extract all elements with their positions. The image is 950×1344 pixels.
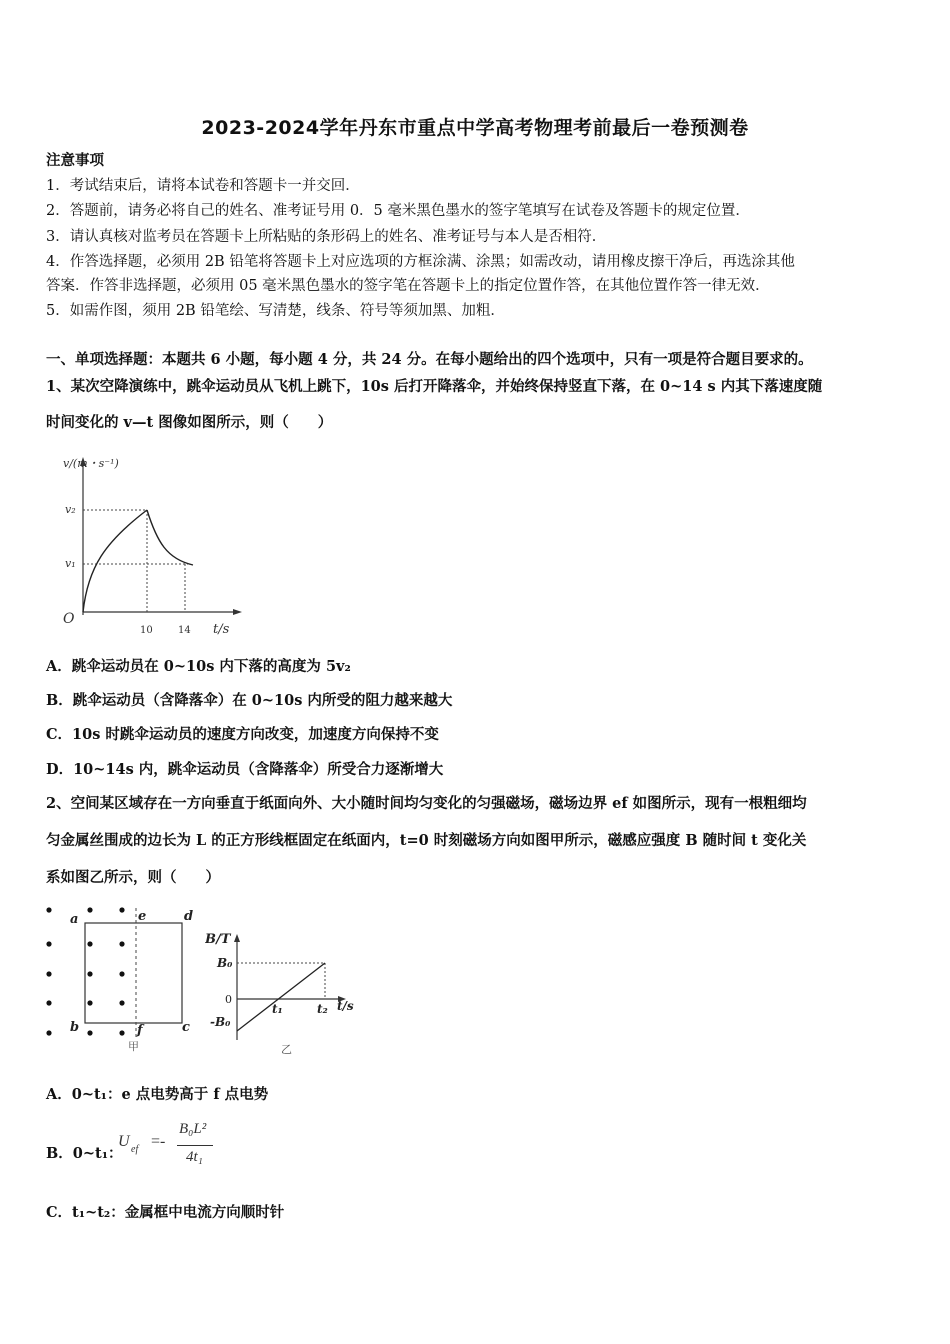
neg-b0-label: -B₀ — [210, 1015, 231, 1029]
label-b: b — [70, 1020, 80, 1035]
formula-sub: ef — [131, 1144, 139, 1155]
y-axis-label: v/(m・s⁻¹) — [63, 457, 119, 470]
caption-jia: 甲 — [128, 1040, 139, 1053]
page-title: 2023-2024学年丹东市重点中学高考物理考前最后一卷预测卷 — [201, 117, 749, 139]
b-axis-label: B/T — [205, 932, 231, 947]
t10-label: 10 — [140, 625, 153, 636]
notice-item: 2．答题前，请务必将自己的姓名、准考证号用 0．5 毫米黑色墨水的签字笔填写在试卷及答题卡的规定位置． — [46, 203, 750, 219]
t14-label: 14 — [178, 625, 191, 636]
label-d: d — [184, 909, 194, 924]
velocity-curve-rise — [83, 510, 147, 612]
label-e: e — [138, 909, 147, 924]
t-axis-label: t/s — [337, 999, 354, 1013]
question-2-text: 匀金属丝围成的边长为 L 的正方形线框固定在纸面内，t=0 时刻磁场方向如图甲所示，磁感应强度 B 随时间 t 变化关 — [46, 832, 807, 849]
question-2-text: 系如图乙所示，则（ ） — [46, 869, 220, 886]
q2-option-a[interactable]: A．0~t₁：e 点电势高于 f 点电势 — [46, 1086, 269, 1103]
q1-option-a[interactable]: A．跳伞运动员在 0~10s 内下落的高度为 5v₂ — [46, 658, 351, 675]
b-t-line — [237, 963, 325, 1031]
velocity-curve-fall — [147, 510, 193, 565]
x-axis-label: t/s — [213, 622, 230, 637]
figure-yi — [205, 926, 365, 1056]
zero-label: 0 — [225, 993, 232, 1006]
figure-jia — [40, 898, 210, 1058]
formula-lhs: U — [118, 1133, 130, 1150]
b0-label: B₀ — [217, 956, 233, 970]
v2-label: v₂ — [65, 503, 76, 516]
origin-label: O — [63, 611, 75, 627]
fraction-bar — [177, 1145, 213, 1146]
notice-item: 1．考试结束后，请将本试卷和答题卡一并交回． — [46, 178, 360, 194]
formula-numerator: B₀L² — [179, 1121, 207, 1137]
label-a: a — [70, 912, 79, 927]
question-2-text: 2、空间某区域存在一方向垂直于纸面向外、大小随时间均匀变化的匀强磁场，磁场边界 ef 如图所示，现有一根粗细均 — [46, 795, 807, 812]
q1-option-d[interactable]: D．10~14s 内，跳伞运动员（含降落伞）所受合力逐渐增大 — [46, 761, 444, 778]
label-c: c — [182, 1020, 190, 1035]
square-frame — [85, 923, 182, 1023]
question-1-text: 时间变化的 v—t 图像如图所示，则（ ） — [46, 414, 333, 431]
t1-label: t₁ — [272, 1002, 283, 1016]
q2-option-b[interactable]: B．0~t₁： — [46, 1145, 123, 1162]
notice-item: 3．请认真核对监考员在答题卡上所粘贴的条形码上的姓名、准考证号与本人是否相符． — [46, 229, 607, 245]
caption-yi: 乙 — [281, 1043, 292, 1056]
formula-eq: =- — [151, 1133, 166, 1150]
q1-option-b[interactable]: B．跳伞运动员（含降落伞）在 0~10s 内所受的阻力越来越大 — [46, 692, 453, 709]
q1-option-c[interactable]: C．10s 时跳伞运动员的速度方向改变，加速度方向保持不变 — [46, 726, 439, 743]
label-f: f — [137, 1023, 143, 1038]
formula-denominator: 4t₁ — [186, 1149, 203, 1165]
x-axis-arrow — [233, 609, 242, 615]
notice-item: 4．作答选择题，必须用 2B 铅笔将答题卡上对应选项的方框涂满、涂黑；如需改动，请用橡皮擦干净后，再选涂其他 — [46, 254, 795, 270]
section-heading: 一、单项选择题：本题共 6 小题，每小题 4 分，共 24 分。在每小题给出的四个选项中，只有一项是符合题目要求的。 — [46, 351, 813, 368]
v1-label: v₁ — [65, 557, 76, 570]
notice-item: 5．如需作图，须用 2B 铅笔绘、写清楚，线条、符号等须加黑、加粗． — [46, 303, 505, 319]
t2-label: t₂ — [317, 1002, 328, 1016]
question-1-text: 1、某次空降演练中，跳伞运动员从飞机上跳下，10s 后打开降落伞，并始终保持竖直下落，在 0~14 s 内其下落速度随 — [46, 378, 823, 395]
q2-option-c[interactable]: C．t₁~t₂：金属框中电流方向顺时针 — [46, 1204, 285, 1221]
b-axis-arrow — [234, 934, 240, 942]
notice-heading: 注意事项 — [46, 152, 104, 169]
vt-graph — [55, 447, 255, 642]
notice-item: 答案．作答非选择题，必须用 05 毫米黑色墨水的签字笔在答题卡上的指定位置作答，在其他位置作答一律无效． — [46, 278, 770, 294]
